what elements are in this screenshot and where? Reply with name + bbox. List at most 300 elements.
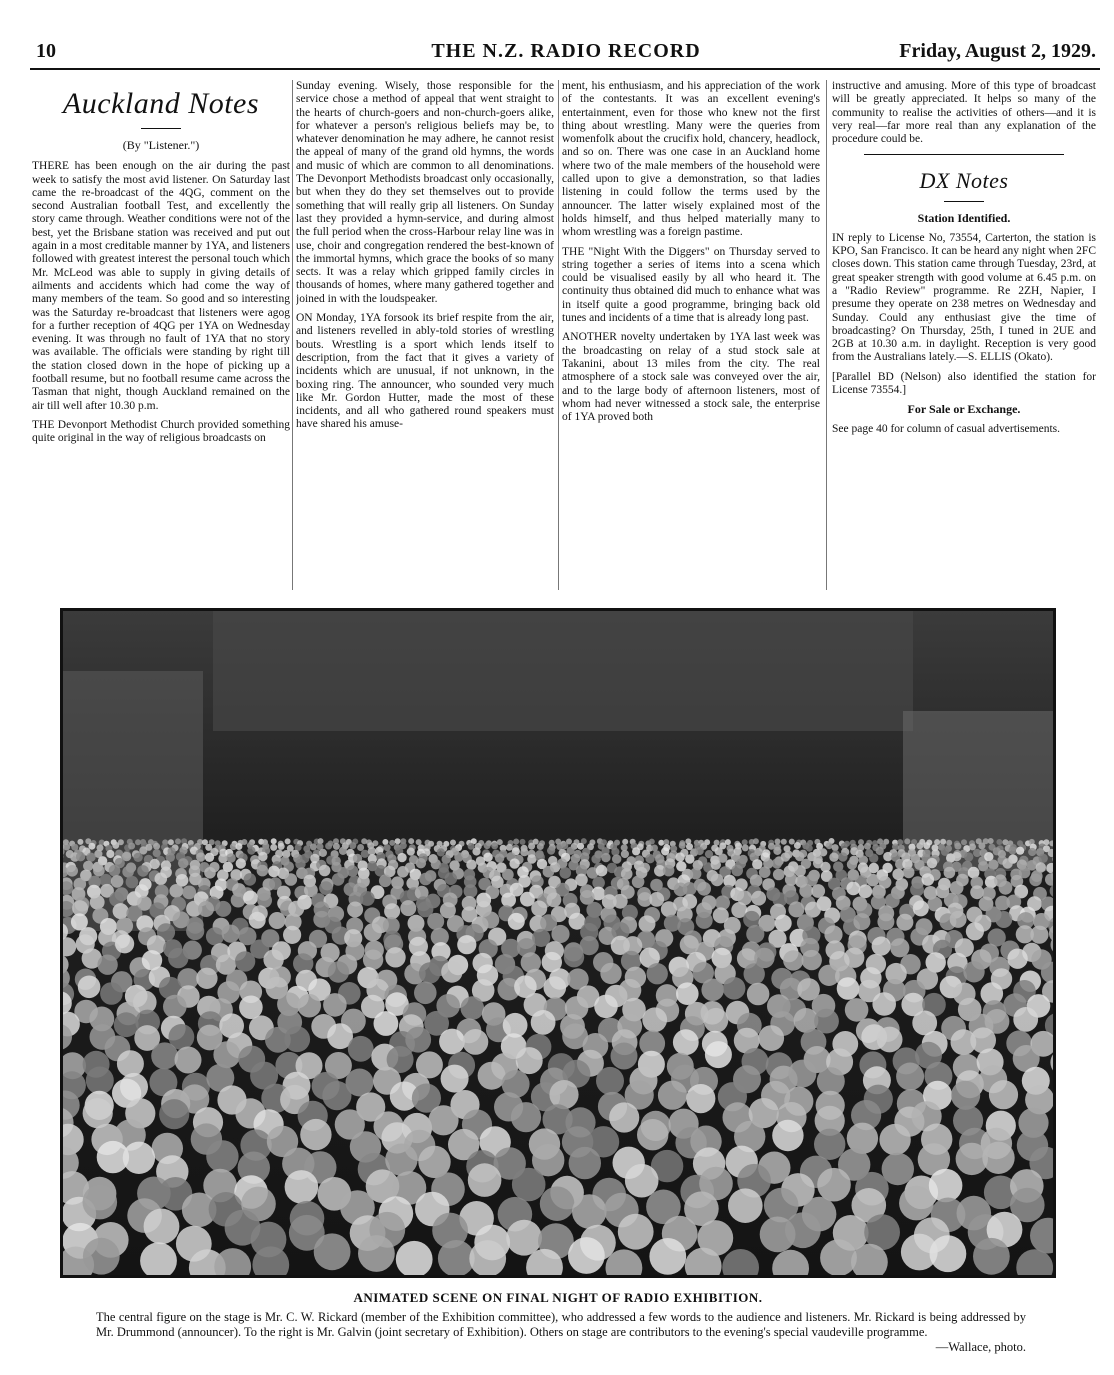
crowd-face: [872, 937, 891, 956]
crowd-face: [899, 1186, 934, 1221]
masthead: [36, 40, 1096, 64]
auckland-notes-title: Auckland Notes: [62, 87, 260, 120]
crowd-face: [772, 1120, 803, 1151]
crowd-face: [789, 839, 795, 845]
crowd-face: [528, 843, 535, 850]
dx-paragraph: See page 40 for column of casual advertisements.: [832, 422, 1061, 435]
crowd-face: [596, 865, 608, 877]
dx-paragraph: [Parallel BD (Nelson) also identified the station for License 73554.]: [832, 370, 1096, 397]
crowd-face: [969, 843, 976, 850]
crowd-face: [206, 1140, 238, 1172]
crowd-face: [144, 1209, 180, 1245]
crowd-face: [100, 982, 123, 1005]
crowd-face: [970, 885, 984, 899]
crowd-face: [867, 874, 880, 887]
crowd-face: [621, 850, 629, 858]
crowd-face: [466, 860, 476, 870]
crowd-face: [239, 996, 263, 1020]
crowd-face: [858, 884, 872, 898]
crowd-face: [97, 955, 117, 975]
crowd-face: [632, 847, 640, 855]
crowd-face: [285, 1170, 319, 1204]
crowd-face: [814, 1129, 845, 1160]
crowd-face: [929, 1169, 963, 1203]
photo-caption: [96, 1310, 1026, 1355]
dx-paragraph: IN reply to License No, 73554, Carterton, the station is KPO, San Francisco. It can be heard any night when 2FC closes down. This station came through Tuesday, 23rd, at great speaker strength with good volume at 6.45 p.m. on a "Radio Review" programme. Re 2ZH, Napier, I presume they operate on 238 metres on Wednesday and Sunday. Could any enthusiast give the time of broadcasting? On Thursday, 25th, I tuned in 2UE and 2GB at 10.30 a.m. in daylight. Reception is very good from the Australians lately.—S. ELLIS (Okato).: [832, 231, 1096, 364]
crowd-face: [495, 854, 504, 863]
crowd-face: [484, 842, 491, 849]
article-paragraph: THE Devonport Methodist Church provided something quite original in the way of religious broadcasts on: [32, 418, 290, 445]
crowd-face: [385, 947, 405, 967]
crowd-face: [637, 1119, 668, 1150]
crowd-face: [853, 913, 870, 930]
crowd-face: [126, 876, 139, 889]
crowd-face: [609, 1102, 639, 1132]
crowd-face: [247, 847, 255, 855]
crowd-face: [243, 891, 258, 906]
crowd-face: [482, 912, 499, 929]
crowd-face: [385, 1144, 417, 1176]
crowd-face: [384, 903, 400, 919]
crowd-face: [235, 843, 242, 850]
crowd-face: [1039, 854, 1048, 863]
crowd-face: [397, 866, 409, 878]
crowd-face: [705, 1041, 732, 1068]
article-paragraph: Sunday evening. Wisely, those responsible for the service chose a method of appeal that went straight to the hearts of church-goers and non-church-goers alike, for whatever a person's religious beliefs may be, to whatever denomination he may adhere, he cannot resist the appeal of many of the grand old hymns, the words and music of which are common to all denominations. The Devonport Methodists broadcast only occasionally, but when they do they set themselves out to provide something that will really grip all listeners. On Sunday last they provided a hymn-service, and during almost the full period when the cross-Harbour relay line was in use, choir and congregation rendered the best-known of the immortal hymns, which grace the books of so many sects. It was a relay which gripped family circles in thousands of homes, where many gathered together and joined in with the loudspeaker.: [296, 80, 554, 305]
crowd-face: [751, 891, 766, 906]
crowd-face: [153, 843, 160, 850]
crowd-face: [927, 858, 937, 868]
crowd-face: [704, 1008, 729, 1033]
crowd-face: [794, 865, 806, 877]
crowd-face: [491, 842, 498, 849]
crowd-face: [753, 838, 759, 844]
crowd-face: [364, 923, 382, 941]
crowd-face: [441, 1065, 469, 1093]
crowd-face: [531, 1010, 556, 1035]
crowd-face: [560, 867, 572, 879]
crowd-face: [1028, 848, 1036, 856]
crowd-face: [561, 842, 568, 849]
crowd-photo-illustration: [63, 611, 1053, 1275]
crowd-face: [872, 992, 896, 1016]
crowd-face: [83, 1238, 120, 1275]
crowd-face: [622, 839, 628, 845]
crowd-face: [946, 840, 952, 846]
article-paragraph: ment, his enthusiasm, and his appreciation of the work of the contestants. It was an excellent evening's entertainment, even for those who knew not the first thing about wrestling. Many were the queries from womenfolk about the crucifix hold, chancery, headlock, and so on. There was one case in an Auckland home where two of the male members of the household were called upon to give a demonstration, so that ladies listening in could follow the terms used by the announcer. The latter wisely explained most of the holds himself, and thus helped materially many to whom wrestling was a foreign pastime.: [562, 80, 820, 239]
crowd-face: [213, 1041, 240, 1068]
article-paragraph: ANOTHER novelty undertaken by 1YA last week was the broadcasting on relay of a stud stock sale at Takanini, about 13 miles from the city. The real atmosphere of a stock sale was conveyed over the air, and to the large body of afternoon listeners, most of whom had never witnessed a stock sale, the enterprise of 1YA proved both: [562, 331, 820, 424]
crowd-face: [679, 842, 686, 849]
crowd-face: [944, 867, 956, 879]
crowd-face: [913, 900, 929, 916]
crowd-face: [478, 1062, 506, 1090]
crowd-face: [319, 881, 333, 895]
crowd-face: [658, 1081, 687, 1110]
crowd-face: [896, 914, 913, 931]
crowd-face: [512, 1168, 546, 1202]
crowd-face: [222, 925, 240, 943]
crowd-face: [963, 961, 984, 982]
crowd-face: [1030, 926, 1048, 944]
crowd-face: [817, 1168, 851, 1202]
crowd-face: [135, 839, 141, 845]
crowd-face: [511, 1102, 541, 1132]
crowd-face: [357, 844, 364, 851]
crowd-face: [323, 993, 347, 1017]
crowd-face: [159, 1099, 189, 1129]
column-4: [832, 80, 1096, 595]
crowd-face: [961, 839, 967, 845]
crowd-face: [877, 1027, 903, 1053]
crowd-face: [896, 1063, 924, 1091]
crowd-face: [249, 912, 266, 929]
exhibition-crowd-photo: [60, 608, 1056, 1278]
crowd-face: [547, 893, 562, 908]
crowd-face: [543, 866, 555, 878]
crowd-face: [934, 839, 940, 845]
crowd-face: [347, 865, 359, 877]
crowd-face: [175, 838, 181, 844]
crowd-face: [785, 1212, 821, 1248]
crowd-face: [368, 847, 376, 855]
photo-credit: —Wallace, photo.: [935, 1340, 1026, 1354]
crowd-face: [284, 1026, 310, 1052]
crowd-face: [973, 1238, 1010, 1275]
column-divider: [826, 80, 827, 590]
crowd-face: [319, 849, 327, 857]
photo-caption-title: ANIMATED SCENE ON FINAL NIGHT OF RADIO EXHIBITION.: [353, 1290, 763, 1305]
crowd-face: [236, 858, 246, 868]
crowd-face: [483, 853, 492, 862]
crowd-face: [747, 983, 770, 1006]
crowd-face: [285, 873, 298, 886]
crowd-face: [333, 843, 340, 850]
crowd-face: [642, 1007, 667, 1032]
crowd-face: [464, 884, 478, 898]
crowd-face: [384, 844, 391, 851]
crowd-face: [395, 838, 401, 844]
crowd-face: [389, 840, 395, 846]
crowd-face: [837, 977, 860, 1000]
crowd-face: [663, 865, 675, 877]
crowd-face: [600, 963, 621, 984]
crowd-face: [675, 852, 684, 861]
crowd-face: [508, 913, 525, 930]
crowd-face: [746, 925, 764, 943]
crowd-face: [731, 865, 743, 877]
crowd-face: [318, 838, 324, 844]
crowd-face: [966, 922, 984, 940]
crowd-face: [683, 882, 697, 896]
crowd-face: [649, 1238, 686, 1275]
crowd-face: [231, 893, 246, 908]
crowd-face: [66, 865, 78, 877]
crowd-face: [858, 839, 864, 845]
crowd-face: [258, 852, 267, 861]
crowd-face: [468, 1163, 502, 1197]
crowd-face: [414, 982, 437, 1005]
article-paragraph: THERE has been enough on the air during the past week to satisfy the most avid listener. On Saturday last came the re-broadcast of the 4QG, comment on the second Australian football Test, and excellently the story came through. Weather conditions were not of the best, yet the Brisbane station was received and put out again in a most creditable manner by 1YA, and listeners followed with greatest interest the personal touch which Mr. McLeod was able to supply in giving details of ailments and accidents which had come the way of many members of the team. So good and so interesting was the Saturday re-broadcast that listeners were agog for a further reception of 4QG per 1YA on Wednesday evening. It was through no fault of 1YA that no story was available. The officials were standing by right till the station closed down in the hope of picking up a football resume, but no football resume came across the Tasman that night, though Auckland remained on the air till well after 10.30 p.m.: [32, 160, 290, 412]
crowd-face: [799, 884, 813, 898]
crowd-face: [742, 839, 748, 845]
crowd-face: [568, 1237, 605, 1274]
crowd-face: [701, 979, 724, 1002]
crowd-face: [150, 859, 160, 869]
column-divider: [558, 80, 559, 590]
crowd-face: [76, 852, 85, 861]
crowd-face: [461, 996, 485, 1020]
crowd-face: [278, 843, 285, 850]
crowd-face: [297, 994, 321, 1018]
crowd-face: [270, 844, 277, 851]
crowd-face: [419, 962, 440, 983]
crowd-face: [661, 901, 677, 917]
crowd-face: [439, 1029, 465, 1055]
dx-notes-title: DX Notes: [919, 168, 1009, 194]
page-number: 10: [36, 40, 56, 62]
subhead-station-identified: Station Identified.: [917, 211, 1011, 226]
crowd-face: [773, 847, 781, 855]
crowd-face: [922, 873, 935, 886]
crowd-face: [407, 848, 415, 856]
crowd-face: [847, 859, 857, 869]
crowd-face: [520, 839, 526, 845]
crowd-face: [112, 842, 119, 849]
crowd-face: [349, 842, 356, 849]
publication-title: THE N.Z. RADIO RECORD: [431, 40, 701, 62]
crowd-face: [88, 843, 95, 850]
crowd-face: [115, 934, 134, 953]
crowd-face: [781, 852, 790, 861]
crowd-face: [325, 843, 332, 850]
crowd-face: [218, 854, 227, 863]
crowd-face: [999, 881, 1013, 895]
crowd-face: [923, 842, 930, 849]
crowd-face: [645, 854, 654, 863]
crowd-face: [846, 882, 860, 896]
crowd-face: [618, 1214, 654, 1250]
crowd-face: [950, 911, 967, 928]
crowd-face: [314, 1233, 351, 1270]
crowd-face: [86, 1067, 114, 1095]
crowd-face: [577, 843, 584, 850]
crowd-face: [890, 938, 909, 957]
crowd-face: [829, 853, 838, 862]
crowd-face: [501, 893, 516, 908]
crowd-face: [838, 852, 847, 861]
crowd-face: [564, 947, 584, 967]
crowd-face: [175, 1047, 202, 1074]
crowd-face: [445, 872, 458, 885]
crowd-face: [328, 961, 349, 982]
crowd-face: [457, 935, 476, 954]
crowd-face: [639, 915, 656, 932]
crowd-face: [204, 867, 216, 879]
crowd-face: [358, 1235, 395, 1272]
article-paragraph: instructive and amusing. More of this type of broadcast will be greatly appreciated. It helps so many of the community to realise the activities of others—and it is very real—far more real than any explanation of the procedure could be.: [832, 80, 1096, 146]
crowd-face: [408, 838, 414, 844]
crowd-face: [685, 854, 694, 863]
crowd-face: [347, 902, 363, 918]
caption-text: The central figure on the stage is Mr. C. W. Rickard (member of the Exhibition committee), who addressed a few words to the audience and listeners. Mr. Rickard is being addressed by Mr. Drummond (announcer). To the right is Mr. Galvin (joint secretary of Exhibition). Others on stage are contributors to the evening's special vaudeville programme.: [96, 1310, 1026, 1339]
crowd-face: [697, 882, 711, 896]
crowd-face: [978, 842, 985, 849]
crowd-face: [768, 843, 775, 850]
crowd-face: [775, 839, 781, 845]
crowd-face: [1013, 1007, 1038, 1032]
crowd-face: [379, 875, 392, 888]
crowd-face: [982, 1142, 1014, 1174]
crowd-face: [540, 1186, 575, 1221]
crowd-face: [844, 948, 864, 968]
crowd-face: [794, 842, 801, 849]
crowd-face: [904, 838, 910, 844]
section-rule: [864, 154, 1064, 155]
crowd-face: [155, 873, 168, 886]
crowd-face: [113, 903, 129, 919]
crowd-face: [758, 1025, 784, 1051]
crowd-face: [876, 847, 884, 855]
crowd-face: [547, 847, 555, 855]
crowd-face: [186, 922, 204, 940]
crowd-face: [285, 838, 291, 844]
crowd-face: [322, 1081, 351, 1110]
crowd-face: [77, 839, 83, 845]
crowd-face: [169, 884, 183, 898]
crowd-face: [90, 895, 105, 910]
crowd-face: [1002, 858, 1012, 868]
crowd-face: [463, 1029, 489, 1055]
crowd-face: [988, 838, 994, 844]
crowd-face: [832, 844, 839, 851]
crowd-face: [569, 1147, 601, 1179]
crowd-face: [244, 873, 257, 886]
crowd-face: [182, 886, 196, 900]
issue-date: Friday, August 2, 1929.: [899, 40, 1096, 62]
crowd-face: [1029, 874, 1042, 887]
crowd-face: [723, 977, 746, 1000]
crowd-face: [363, 950, 383, 970]
crowd-face: [1007, 949, 1027, 969]
crowd-face: [601, 853, 610, 862]
crowd-face: [649, 892, 664, 907]
crowd-face: [951, 1081, 980, 1110]
crowd-face: [696, 847, 704, 855]
crowd-face: [910, 883, 924, 897]
crowd-face: [257, 865, 269, 877]
crowd-face: [128, 843, 135, 850]
crowd-face: [405, 1027, 431, 1053]
crowd-face: [205, 853, 214, 862]
crowd-face: [903, 867, 915, 879]
crowd-face: [686, 1084, 715, 1113]
title-rule: [944, 201, 984, 202]
crowd-face: [117, 1050, 144, 1077]
crowd-face: [450, 840, 456, 846]
crowd-face: [1016, 847, 1024, 855]
crowd-face: [437, 848, 445, 856]
crowd-face: [711, 860, 721, 870]
crowd-face: [611, 1043, 638, 1070]
crowd-face: [711, 874, 724, 887]
crowd-face: [441, 961, 462, 982]
crowd-face: [879, 1124, 910, 1155]
crowd-face: [930, 1235, 967, 1272]
crowd-face: [916, 842, 923, 849]
crowd-face: [537, 843, 544, 850]
crowd-face: [506, 844, 513, 851]
crowd-face: [428, 1105, 458, 1135]
crowd-face: [348, 1036, 374, 1062]
crowd-face: [332, 873, 345, 886]
crowd-face: [806, 845, 813, 852]
crowd-face: [419, 873, 432, 886]
crowd-face: [1009, 846, 1017, 854]
crowd-face: [788, 1060, 816, 1088]
crowd-face: [877, 913, 894, 930]
crowd-face: [271, 838, 277, 844]
crowd-face: [520, 848, 528, 856]
crowd-face: [400, 900, 416, 916]
crowd-face: [416, 839, 422, 845]
crowd-face: [676, 982, 699, 1005]
crowd-face: [241, 839, 247, 845]
crowd-face: [83, 1185, 118, 1220]
crowd-face: [996, 839, 1002, 845]
crowd-face: [83, 861, 93, 871]
crowd-face: [133, 853, 142, 862]
crowd-face: [198, 901, 214, 917]
crowd-face: [111, 875, 124, 888]
byline: (By "Listener."): [122, 138, 200, 152]
crowd-face: [594, 995, 618, 1019]
crowd-face: [649, 839, 655, 845]
crowd-face: [696, 912, 713, 929]
crowd-face: [989, 1080, 1018, 1109]
crowd-face: [619, 979, 642, 1002]
crowd-face: [781, 839, 787, 845]
crowd-face: [775, 915, 792, 932]
crowd-face: [123, 1142, 155, 1174]
crowd-face: [168, 948, 188, 968]
crowd-face: [744, 963, 765, 984]
crowd-face: [742, 844, 749, 851]
crowd-face: [196, 968, 217, 989]
crowd-face: [506, 1220, 542, 1256]
crowd-face: [137, 865, 149, 877]
crowd-face: [339, 847, 347, 855]
crowd-face: [783, 950, 803, 970]
crowd-face: [374, 1011, 399, 1036]
crowd-face: [845, 998, 869, 1022]
crowd-face: [516, 1047, 543, 1074]
crowd-face: [382, 839, 388, 845]
crowd-face: [454, 852, 463, 861]
crowd-face: [269, 912, 286, 929]
crowd-face: [86, 853, 95, 862]
crowd-face: [513, 839, 519, 845]
crowd-face: [632, 876, 645, 889]
crowd-face: [728, 1188, 763, 1223]
crowd-face: [163, 995, 187, 1019]
crowd-face: [773, 869, 785, 881]
crowd-face: [114, 1012, 139, 1037]
article-paragraph: THE "Night With the Diggers" on Thursday served to string together a series of items into a scena which could be visualised easily by all who heard it. The continuity thus obtained did much to enhance what was in itself quite a good programme, bringing back old tunes and incidents of a time that is already long past.: [562, 245, 820, 325]
crowd-face: [226, 853, 235, 862]
crowd-face: [551, 925, 569, 943]
crowd-face: [319, 865, 331, 877]
